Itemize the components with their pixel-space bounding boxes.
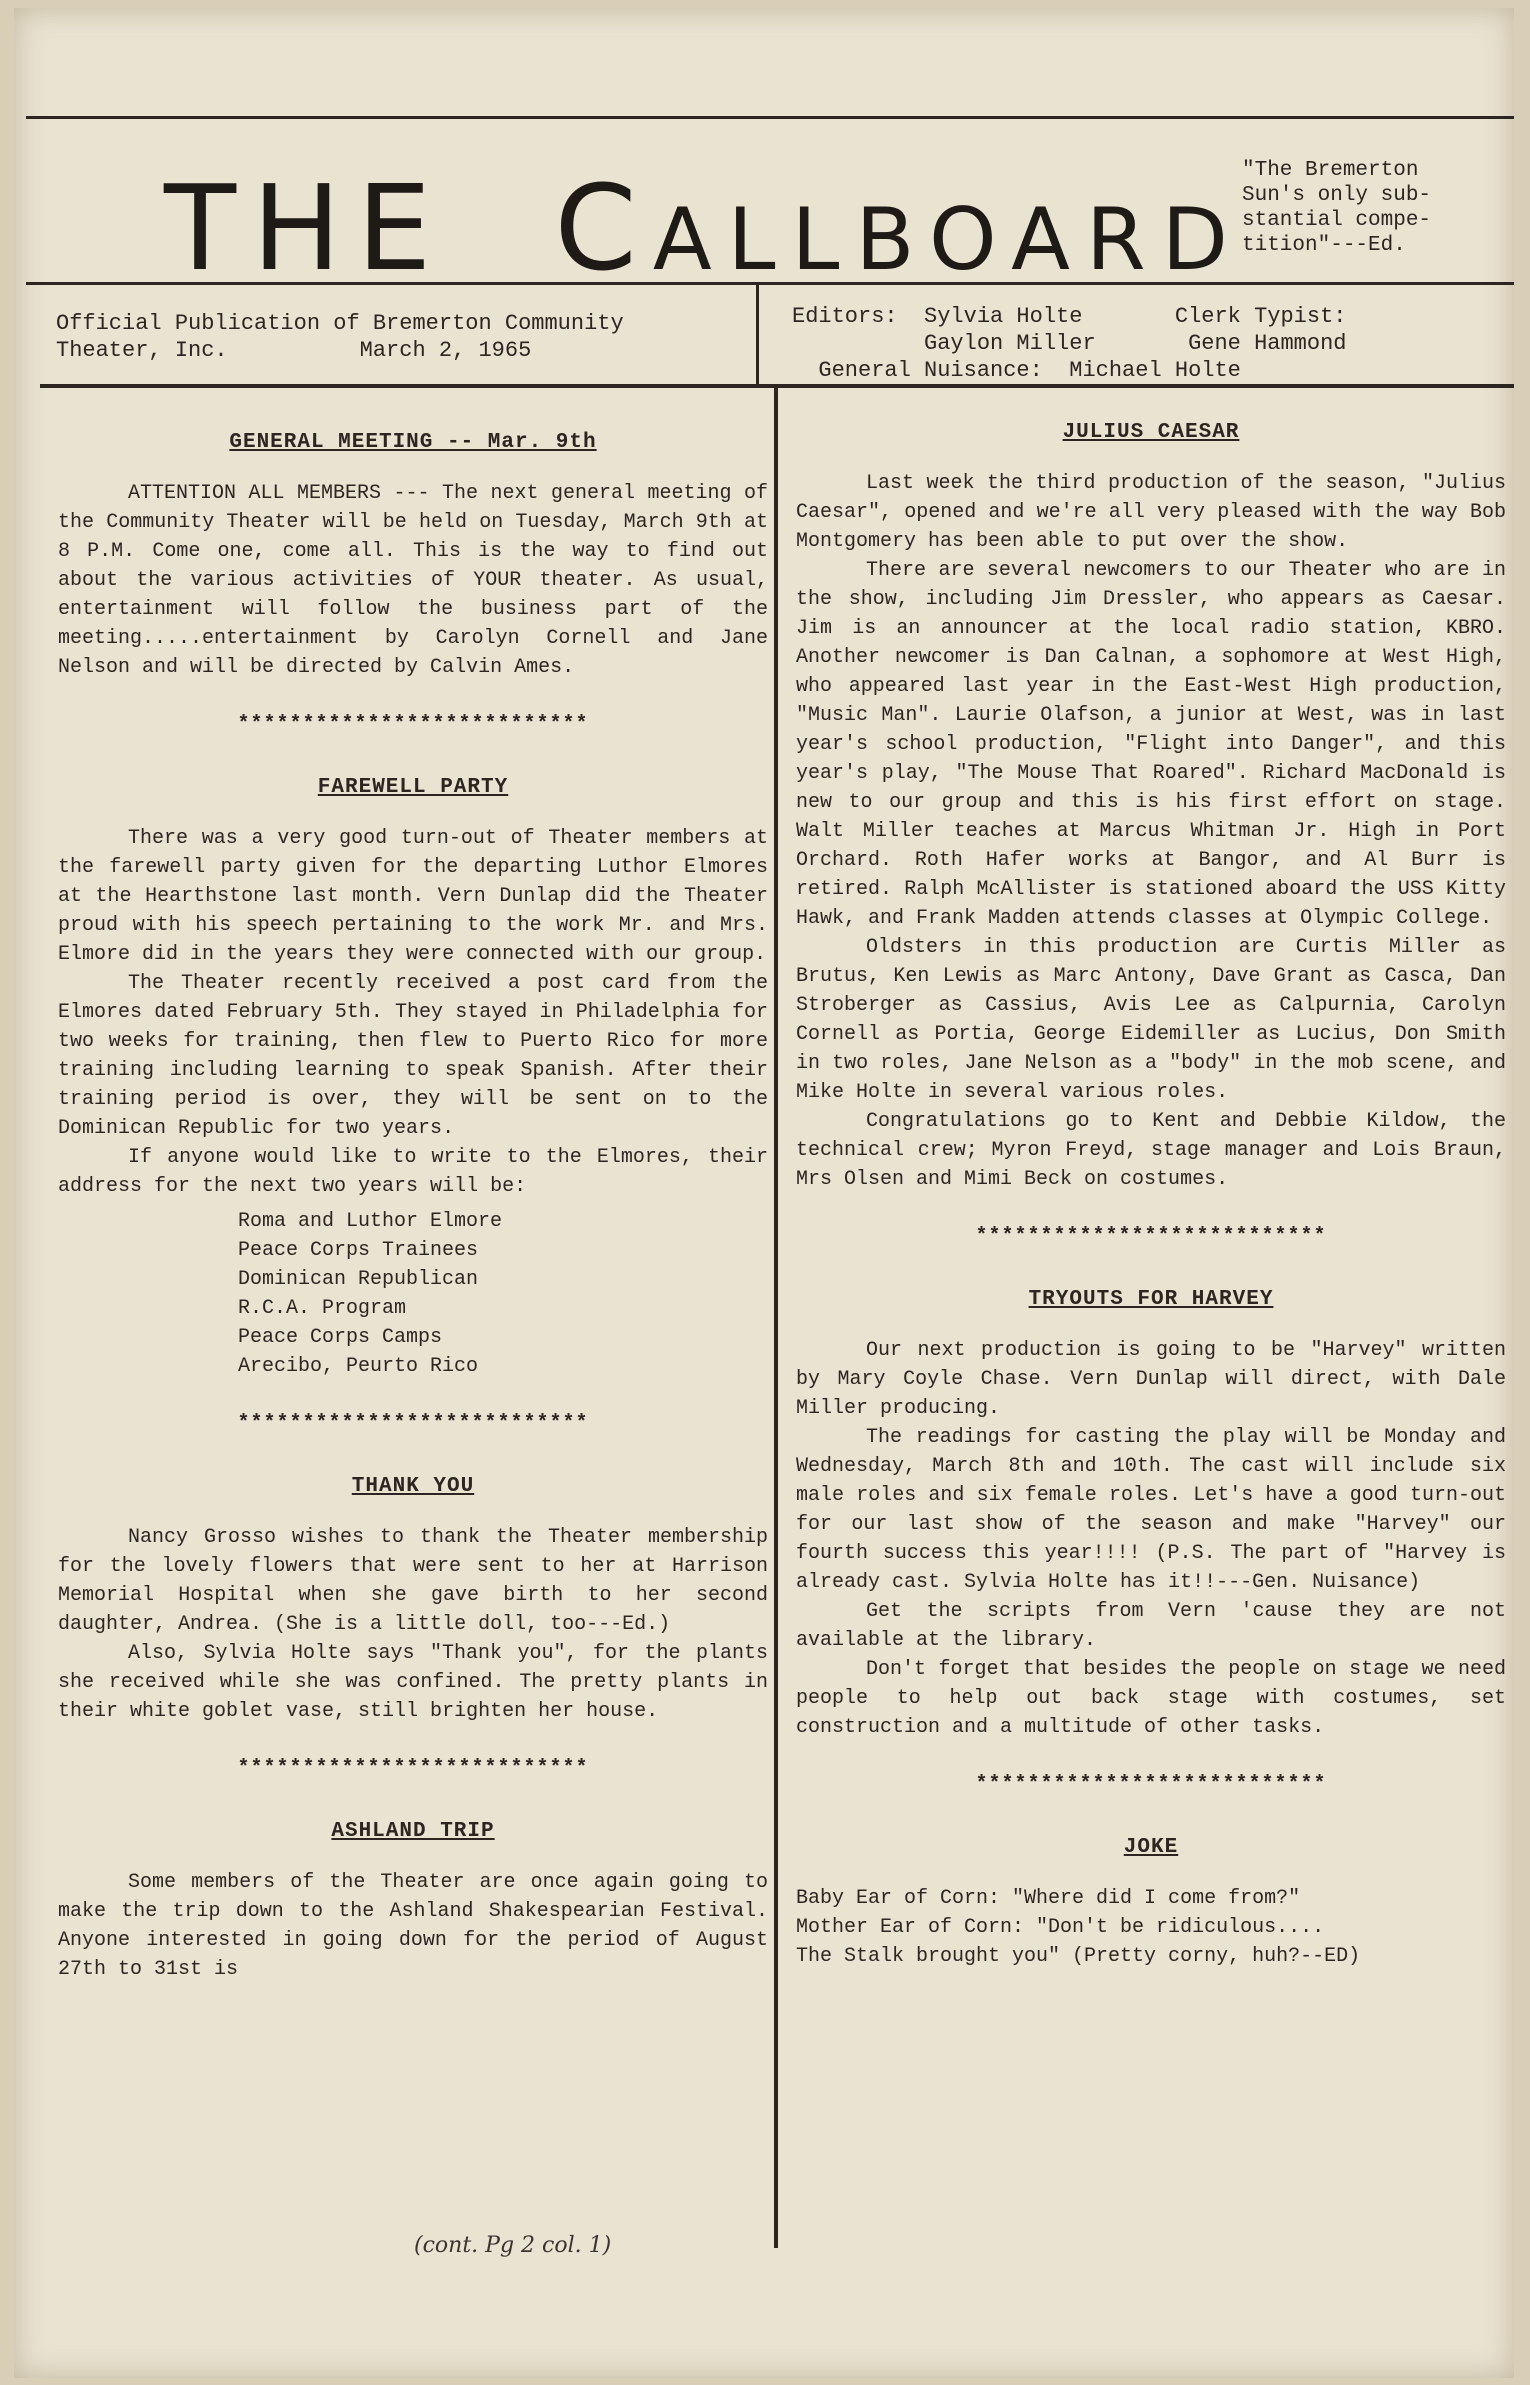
harvey-paragraph: Get the scripts from Vern 'cause they are not available at the library. <box>796 1600 1506 1652</box>
joke-section <box>796 1833 1506 1971</box>
caesar-paragraph: There are several newcomers to our Theater who are in the show, including Jim Dressler, who appears as Caesar. Jim is an announcer at the local radio station, KBRO. Another newcomer is Dan Calnan, a sophomore at West High, who appeared last year in the East-West High production, "Music Man". Laurie Olafson, a junior at West, was in last year's school production, "Flight into Danger", and this year's play, "The Mouse That Roared". Richard MacDonald is new to our group and this is his first effort on stage. Walt Miller teaches at Marcus Whitman Jr. High in Port Orchard. Roth Hafer works at Bangor, and Al Burr is retired. Ralph McAllister is stationed aboard the USS Kitty Hawk, and Frank Madden attends classes at Olympic College. <box>796 559 1506 930</box>
masthead-quote: "The Bremerton Sun's only sub- stantial compe- tition"---Ed. <box>1242 159 1432 257</box>
section-heading: FAREWELL PARTY <box>317 776 509 799</box>
column-divider <box>774 388 778 2248</box>
left-column <box>58 428 768 1984</box>
section-heading: JULIUS CAESAR <box>1062 421 1240 444</box>
section-heading: ASHLAND TRIP <box>331 1820 495 1843</box>
section-heading: TRYOUTS FOR HARVEY <box>1028 1288 1274 1311</box>
thanks-paragraph: Also, Sylvia Holte says "Thank you", for the plants she received while she was confined. The pretty plants in their white goblet vase, still brighten her house. <box>58 1642 768 1723</box>
section-heading: GENERAL MEETING -- Mar. 9th <box>229 431 597 454</box>
editors-box <box>792 303 1512 384</box>
masthead-title <box>164 148 1244 308</box>
address-line: Peace Corps Trainees <box>238 1239 479 1262</box>
harvey-paragraph: Our next production is going to be "Harvey" written by Mary Coyle Chase. Vern Dunlap will direct, with Dale Miller producing. <box>796 1339 1506 1420</box>
address-line: Dominican Republican <box>238 1268 479 1291</box>
masthead-callboard-rest: ALLBOARD <box>652 190 1244 290</box>
top-rule <box>26 116 1514 119</box>
separator-stars: *************************** <box>237 1412 589 1435</box>
separator-stars: *************************** <box>237 713 589 736</box>
publication-line: Official Publication of Bremerton Community <box>56 311 624 336</box>
thanks-paragraph: Nancy Grosso wishes to thank the Theater membership for the lovely flowers that were sent to her at Harrison Memorial Hospital when she gave birth to her second daughter, Andrea. (She is a little doll, too---Ed.) <box>58 1526 768 1636</box>
farewell-paragraph: There was a very good turn-out of Theater members at the farewell party given for the departing Luthor Elmores at the Hearthstone last month. Vern Dunlap did the Theater proud with his speech pertaining to the work Mr. and Mrs. Elmore did in the years they were connected with our group. <box>58 827 768 966</box>
editors-line: Gaylon Miller Gene Hammond <box>792 331 1347 356</box>
farewell-paragraph: If anyone would like to write to the Elmores, their address for the next two years will be: <box>58 1146 768 1198</box>
caesar-paragraph: Oldsters in this production are Curtis Miller as Brutus, Ken Lewis as Marc Antony, Dave Grant as Casca, Dan Stroberger as Cassius, Avis Lee as Calpurnia, Carolyn Cornell as Portia, George Eidemiller as Lucius, Don Smith in two roles, Jane Nelson as a "body" in the mob scene, and Mike Holte in several various roles. <box>796 936 1506 1104</box>
joke-line: The Stalk brought you" (Pretty corny, huh?--ED) <box>796 1945 1361 1968</box>
address-line: Roma and Luthor Elmore <box>238 1210 503 1233</box>
joke-line: Mother Ear of Corn: "Don't be ridiculous.... <box>796 1916 1325 1939</box>
caesar-paragraph: Congratulations go to Kent and Debbie Kildow, the technical crew; Myron Freyd, stage manager and Lois Braun, Mrs Olsen and Mimi Beck on costumes. <box>796 1110 1506 1191</box>
masthead-the: THE <box>164 159 448 297</box>
publication-info <box>56 310 756 364</box>
ashland-paragraph: Some members of the Theater are once again going to make the trip down to the Ashland Shakespearian Festival. Anyone interested in going down for the period of August 27th to 31st is <box>58 1871 768 1981</box>
separator-stars: *************************** <box>975 1225 1327 1248</box>
harvey-paragraph: Don't forget that besides the people on stage we need people to help out back stage with costumes, set construction and a multitude of other tasks. <box>796 1658 1506 1739</box>
address-line: Arecibo, Peurto Rico <box>238 1355 479 1378</box>
separator-stars: *************************** <box>975 1773 1327 1796</box>
right-column <box>796 418 1506 1971</box>
joke-line: Baby Ear of Corn: "Where did I come from?" <box>796 1887 1301 1910</box>
address-block <box>238 1207 768 1381</box>
editors-line: Editors: Sylvia Holte Clerk Typist: <box>792 304 1347 329</box>
harvey-paragraph: The readings for casting the play will be Monday and Wednesday, March 8th and 10th. The cast will include six male roles and six female roles. Let's have a good turn-out for our last show of the season and make "Harvey" our fourth success this year!!!! (P.S. The part of "Harvey is already cast. Sylvia Holte has it!!---Gen. Nuisance) <box>796 1426 1506 1594</box>
meeting-body: ATTENTION ALL MEMBERS --- The next general meeting of the Community Theater will be held on Tuesday, March 9th at 8 P.M. Come one, come all. This is the way to find out about the various activities of YOUR theater. As usual, entertainment will follow the business part of the meeting.....entertainment by Carolyn Cornell and Jane Nelson and will be directed by Calvin Ames. <box>58 482 768 679</box>
address-line: Peace Corps Camps <box>238 1326 443 1349</box>
section-heading: JOKE <box>1123 1836 1179 1859</box>
newsletter-page <box>14 8 1514 2378</box>
separator-stars: *************************** <box>237 1757 589 1780</box>
caesar-paragraph: Last week the third production of the season, "Julius Caesar", opened and we're all very pleased with the way Bob Montgomery has been able to put over the show. <box>796 472 1506 553</box>
farewell-paragraph: The Theater recently received a post card from the Elmores dated February 5th. They stayed in Philadelphia for two weeks for training, then flew to Puerto Rico for more training including learning to speak Spanish. After their training period is over, they will be sent on to the Dominican Republic for two years. <box>58 972 768 1140</box>
address-line: R.C.A. Program <box>238 1297 407 1320</box>
masthead-callboard-initial: C <box>554 159 653 297</box>
continued-note: (cont. Pg 2 col. 1) <box>414 2233 612 2258</box>
publication-line-date: Theater, Inc. March 2, 1965 <box>56 338 532 363</box>
editors-line: General Nuisance: Michael Holte <box>792 358 1241 383</box>
section-heading: THANK YOU <box>351 1475 475 1498</box>
